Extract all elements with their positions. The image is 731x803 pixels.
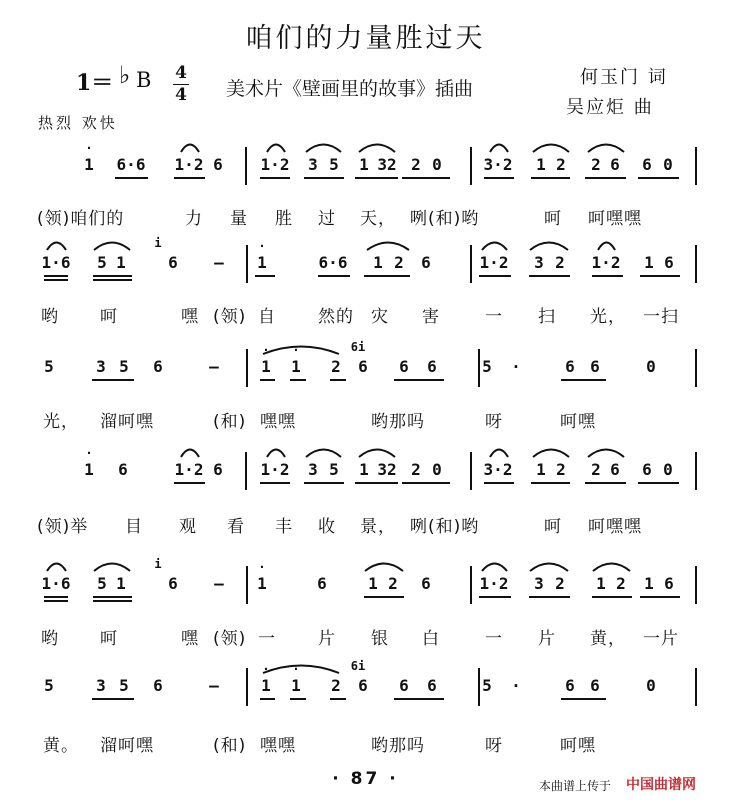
slur-arc [93, 239, 131, 251]
lyric-text: 黄， [590, 629, 626, 649]
note: 6 [642, 460, 652, 479]
composer-credit: 吴应炬 曲 [566, 97, 654, 118]
lyric-text: 量 [230, 209, 248, 229]
note: 1 [373, 253, 383, 272]
lyric-text: 嘿嘿 [260, 736, 296, 756]
note: 3 [308, 460, 318, 479]
beam-underline [92, 379, 134, 381]
note: 6 [427, 357, 437, 376]
beam-underline [479, 275, 511, 277]
lyric-text: 光， [43, 412, 79, 432]
grace-note: 6i [350, 659, 366, 673]
beam-underline [484, 482, 514, 484]
note: 6 [664, 574, 674, 593]
note: 2 [331, 357, 341, 376]
note: 1·2 [479, 253, 509, 272]
note: 1 [536, 460, 546, 479]
bar-line [478, 349, 480, 387]
note: 6 [153, 357, 163, 376]
note: 5 [44, 676, 54, 695]
note: 6 [427, 676, 437, 695]
slur-arc [266, 446, 286, 458]
octave-dot: · [258, 239, 266, 253]
lyric-text: (领) [213, 307, 247, 327]
octave-dot: · [85, 446, 93, 460]
bar-line [470, 452, 472, 490]
bar-line [470, 566, 472, 604]
note: 0 [646, 676, 656, 695]
octave-dot: · [262, 662, 270, 676]
beam-underline [640, 596, 680, 598]
beam-underline [402, 177, 450, 179]
lyric-text: 扫 [538, 307, 556, 327]
note: 2 [555, 253, 565, 272]
bar-line [695, 245, 697, 283]
lyric-text: 呵 [100, 629, 118, 649]
note: 5 [329, 460, 339, 479]
beam-underline [44, 279, 68, 281]
note: 1·2 [260, 460, 290, 479]
grace-note: i [154, 557, 162, 571]
note: 1 [84, 155, 94, 174]
beam-underline [260, 698, 275, 700]
slur-arc [266, 141, 286, 153]
lyric-text: 目 [125, 517, 143, 537]
beam-underline [364, 275, 410, 277]
lyric-text: 黄。 [43, 736, 79, 756]
slur-arc [180, 141, 200, 153]
note: 1 [291, 357, 301, 376]
note: 3 [96, 676, 106, 695]
note: 1·2 [591, 253, 621, 272]
note: 2 [411, 155, 421, 174]
note: — [214, 253, 224, 272]
note: 0 [432, 155, 442, 174]
note: 2 [555, 574, 565, 593]
beam-underline [260, 482, 290, 484]
beam-underline [174, 177, 205, 179]
lyric-text: 观 [179, 517, 197, 537]
note: 6 [642, 155, 652, 174]
lyric-text: 灾 [371, 307, 389, 327]
note: 1·2 [479, 574, 509, 593]
note: 1 [261, 357, 271, 376]
note: 1 [368, 574, 378, 593]
note: 6 [317, 574, 327, 593]
slur-arc [305, 446, 342, 458]
slur-arc [592, 560, 631, 572]
lyric-text: 片 [538, 629, 556, 649]
lyric-text: (和) [213, 412, 247, 432]
slur-arc [532, 446, 570, 458]
note: 1 [257, 574, 267, 593]
beam-underline [640, 275, 680, 277]
lyric-text: 呵嘿嘿 [588, 209, 642, 229]
note: 2 [556, 460, 566, 479]
note: 6 [590, 357, 600, 376]
slur-arc [358, 141, 396, 153]
note: 0 [646, 357, 656, 376]
beam-underline [260, 379, 275, 381]
note: 5 [329, 155, 339, 174]
note: 2 [616, 574, 626, 593]
note: 0 [663, 155, 673, 174]
note: 32 [377, 460, 397, 479]
lyric-text: 收 [318, 517, 336, 537]
slur-arc [358, 446, 396, 458]
lyric-text: 嘿 [181, 307, 199, 327]
slur-arc [46, 560, 67, 572]
beam-underline [318, 275, 350, 277]
note: 1 [359, 460, 369, 479]
lyric-text: 溜呵嘿 [100, 412, 154, 432]
bar-line [246, 245, 248, 283]
beam-underline [44, 275, 68, 277]
lyricist-credit: 何玉门 词 [580, 67, 668, 88]
beam-underline [585, 482, 626, 484]
note: 3 [308, 155, 318, 174]
song-subtitle: 美术片《壁画里的故事》插曲 [226, 78, 474, 100]
note: 5 [97, 574, 107, 593]
octave-dot: · [258, 560, 266, 574]
note: 2 [591, 155, 601, 174]
flat-sign: ♭ [119, 61, 131, 89]
note: · [511, 676, 521, 695]
note: 3 [96, 357, 106, 376]
beam-underline [44, 596, 68, 598]
slur-arc [366, 239, 410, 251]
note: · [511, 357, 521, 376]
note: 6 [399, 357, 409, 376]
bar-line [245, 147, 247, 185]
octave-dot: · [292, 343, 300, 357]
note: 5 [44, 357, 54, 376]
beam-underline [304, 177, 344, 179]
note: 3·2 [483, 155, 513, 174]
note: 6 [213, 155, 223, 174]
slur-arc [46, 239, 67, 251]
beam-underline [260, 177, 290, 179]
lyric-text: 一 [485, 629, 503, 649]
note: 1·2 [260, 155, 290, 174]
note: 5 [482, 357, 492, 376]
lyric-text: (领) [213, 629, 247, 649]
note: 6 [358, 676, 368, 695]
beam-underline [479, 596, 511, 598]
note: 6 [358, 357, 368, 376]
note: 0 [663, 460, 673, 479]
note: 5 [482, 676, 492, 695]
beam-underline [290, 698, 306, 700]
note: 2 [591, 460, 601, 479]
beam-underline [484, 177, 514, 179]
note: 0 [432, 460, 442, 479]
note: 1 [644, 253, 654, 272]
lyric-text: 哟那吗 [371, 736, 425, 756]
note: 6 [421, 574, 431, 593]
note: 5 [119, 357, 129, 376]
note: 2 [394, 253, 404, 272]
note: — [209, 357, 219, 376]
note: 1·6 [41, 574, 71, 593]
lyric-text: 丰 [275, 517, 293, 537]
lyric-text: 哟那吗 [371, 412, 425, 432]
lyric-text: 景， [360, 517, 396, 537]
note: 6 [168, 253, 178, 272]
beam-underline [174, 482, 205, 484]
beam-underline [529, 596, 570, 598]
beam-underline [592, 275, 623, 277]
lyric-text: 看 [227, 517, 245, 537]
lyric-text: 过 [318, 209, 336, 229]
source-text: 本曲谱上传于 [539, 779, 612, 793]
octave-dot: · [262, 343, 270, 357]
beam-underline [44, 600, 68, 602]
lyric-text: 光， [590, 307, 626, 327]
note: 6 [590, 676, 600, 695]
lyric-text: 天， [360, 209, 396, 229]
lyric-text: (领)咱们的 [37, 209, 125, 229]
slur-arc [532, 141, 570, 153]
song-title: 咱们的力量胜过天 [245, 23, 486, 54]
slur-arc [364, 560, 404, 572]
lyric-text: 然的 [318, 307, 354, 327]
note: 6 [118, 460, 128, 479]
beam-underline [394, 698, 444, 700]
slur-arc [262, 343, 340, 355]
time-signature [173, 63, 189, 106]
beam-underline [364, 596, 404, 598]
lyric-text: 胜 [275, 209, 293, 229]
lyric-text: 银 [371, 629, 389, 649]
note: 6 [664, 253, 674, 272]
note: 1 [116, 253, 126, 272]
note: 3·2 [483, 460, 513, 479]
lyric-text: 一 [485, 307, 503, 327]
note: 6 [565, 357, 575, 376]
bar-line [470, 147, 472, 185]
lyric-text: 一扫 [643, 307, 679, 327]
note: 6 [153, 676, 163, 695]
slur-arc [180, 446, 200, 458]
slur-arc [597, 239, 616, 251]
note: 1 [291, 676, 301, 695]
bar-line [695, 668, 697, 706]
slur-arc [489, 446, 509, 458]
beam-underline [330, 379, 346, 381]
octave-dot: · [85, 141, 93, 155]
bar-line [246, 349, 248, 387]
note: 6 [565, 676, 575, 695]
lyric-text: 嘿 [181, 629, 199, 649]
slur-arc [587, 141, 625, 153]
note: 3 [534, 253, 544, 272]
note: 6·6 [318, 253, 348, 272]
beam-underline [355, 177, 398, 179]
bar-line [695, 566, 697, 604]
lyric-text: 呵 [544, 517, 562, 537]
lyric-text: 白 [422, 629, 440, 649]
lyric-text: 哟 [41, 307, 59, 327]
note: 1 [536, 155, 546, 174]
beam-underline [355, 482, 398, 484]
note: 1 [257, 253, 267, 272]
slur-arc [489, 141, 509, 153]
slur-arc [93, 560, 131, 572]
bar-line [695, 349, 697, 387]
lyric-text: 呵嘿嘿 [588, 517, 642, 537]
key-note: B [136, 68, 152, 92]
bar-line [245, 452, 247, 490]
beam-underline [402, 482, 450, 484]
beam-underline [638, 177, 679, 179]
beam-underline [561, 379, 606, 381]
lyric-text: 呵嘿 [560, 412, 596, 432]
beam-underline [304, 482, 344, 484]
note: 2 [331, 676, 341, 695]
page-number: · 87 · [332, 769, 399, 789]
slur-arc [481, 239, 508, 251]
note: 6·6 [116, 155, 146, 174]
lyric-text: 呀 [485, 736, 503, 756]
bar-line [695, 147, 697, 185]
beam-underline [330, 698, 346, 700]
beam-underline [93, 596, 132, 598]
slur-arc [305, 141, 342, 153]
beam-underline [592, 596, 632, 598]
lyric-text: 哟 [41, 629, 59, 649]
note: 6 [610, 155, 620, 174]
lyric-text: 力 [185, 209, 203, 229]
slur-arc [587, 446, 625, 458]
note: 6 [168, 574, 178, 593]
beam-underline [92, 698, 134, 700]
lyric-text: 嘿嘿 [260, 412, 296, 432]
lyric-text: 溜呵嘿 [100, 736, 154, 756]
source-logo: 中国曲谱网 [626, 777, 696, 793]
time-signature-top: 4 [175, 63, 187, 83]
note: 1 [644, 574, 654, 593]
beam-underline [290, 379, 306, 381]
grace-note: 6i [350, 340, 366, 354]
note: 6 [610, 460, 620, 479]
lyric-text: 呀 [485, 412, 503, 432]
note: 3 [534, 574, 544, 593]
note: 1·6 [41, 253, 71, 272]
key-signature: 1＝ [76, 70, 114, 96]
bar-line [246, 668, 248, 706]
lyric-text: 咧(和)哟 [410, 209, 480, 229]
slur-arc [262, 662, 340, 674]
beam-underline [93, 600, 132, 602]
note: 1·2 [174, 460, 204, 479]
lyric-text: 一片 [643, 629, 679, 649]
note: — [214, 574, 224, 593]
note: 6 [421, 253, 431, 272]
bar-line [470, 245, 472, 283]
beam-underline [394, 379, 444, 381]
note: 5 [97, 253, 107, 272]
lyric-text: 呵 [544, 209, 562, 229]
grace-note: i [154, 236, 162, 250]
beam-underline [93, 279, 132, 281]
note: 1 [596, 574, 606, 593]
beam-underline [115, 177, 148, 179]
bar-line [478, 668, 480, 706]
note: 1 [84, 460, 94, 479]
beam-underline [531, 482, 570, 484]
note: 6 [213, 460, 223, 479]
lyric-text: 咧(和)哟 [410, 517, 480, 537]
lyric-text: (领)举 [37, 517, 89, 537]
beam-underline [529, 275, 570, 277]
lyric-text: 呵 [100, 307, 118, 327]
slur-arc [529, 239, 569, 251]
note: 2 [556, 155, 566, 174]
note: 1 [359, 155, 369, 174]
lyric-text: 呵嘿 [560, 736, 596, 756]
octave-dot: · [292, 662, 300, 676]
lyric-text: (和) [213, 736, 247, 756]
lyric-text: 片 [318, 629, 336, 649]
lyric-text: 自 [258, 307, 276, 327]
time-signature-bottom: 4 [173, 84, 189, 106]
beam-underline [638, 482, 679, 484]
note: 32 [377, 155, 397, 174]
bar-line [246, 566, 248, 604]
note: 2 [388, 574, 398, 593]
note: 6 [399, 676, 409, 695]
beam-underline [561, 698, 606, 700]
note: 1 [116, 574, 126, 593]
beam-underline [93, 275, 132, 277]
beam-underline [531, 177, 570, 179]
slur-arc [481, 560, 508, 572]
tempo-marking: 热烈 欢快 [38, 114, 118, 132]
note: 1 [261, 676, 271, 695]
note: 1·2 [174, 155, 204, 174]
note: 2 [411, 460, 421, 479]
lyric-text: 一 [258, 629, 276, 649]
lyric-text: 害 [422, 307, 440, 327]
beam-underline [585, 177, 626, 179]
slur-arc [529, 560, 569, 572]
note: 5 [119, 676, 129, 695]
beam-underline [255, 275, 275, 277]
note: — [209, 676, 219, 695]
bar-line [695, 452, 697, 490]
